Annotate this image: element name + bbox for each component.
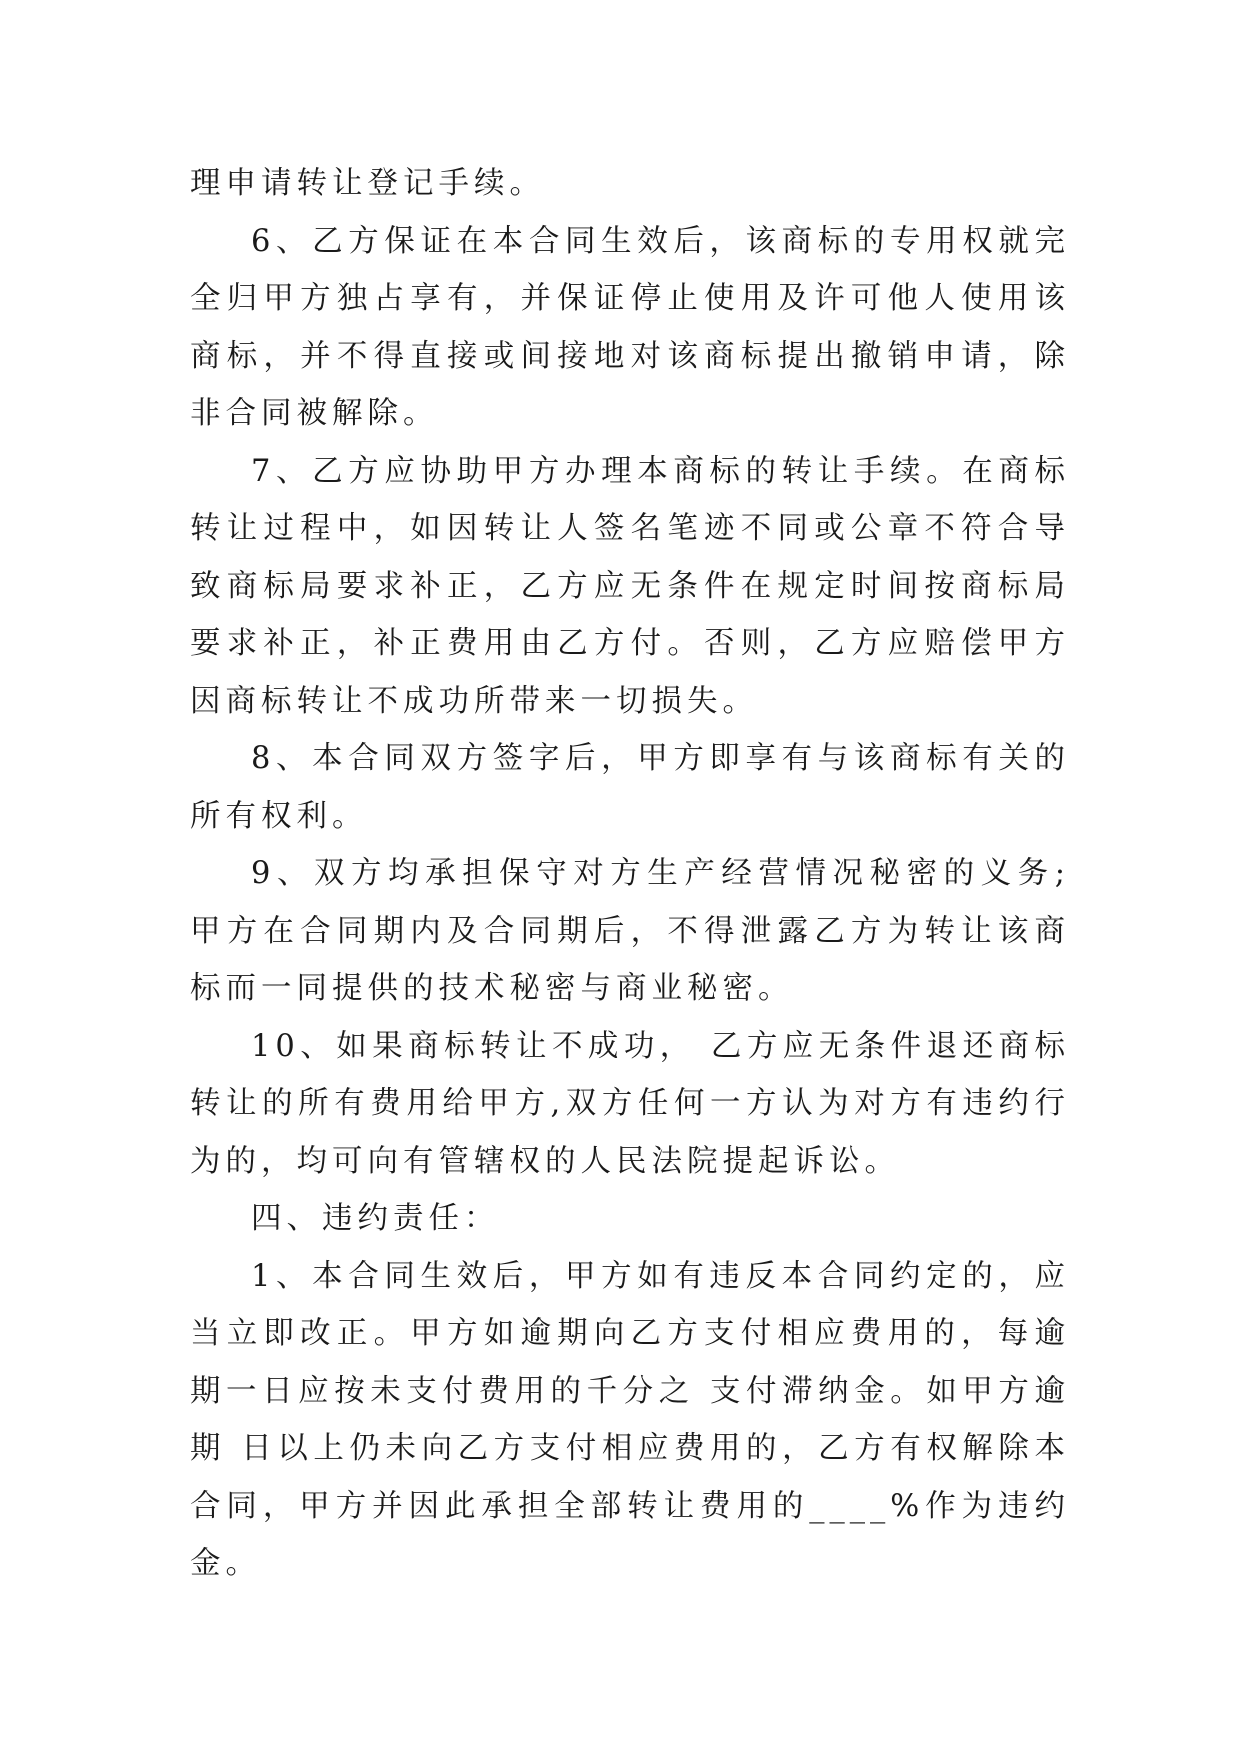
breach-clause-1: 1、本合同生效后，甲方如有违反本合同约定的，应当立即改正。甲方如逾期向乙方支付相应费用的，每逾期一日应按未支付费用的千分之 支付滞纳金。如甲方逾期 日以上仍未向乙方支付相应费用的，乙方有权解除本合同，甲方并因此承担全部转让费用的____%作为违约金。: [190, 1258, 1070, 1581]
clause-10: 10、如果商标转让不成功， 乙方应无条件退还商标转让的所有费用给甲方,双方任何一方认为对方有违约行为的，均可向有管辖权的人民法院提起诉讼。: [190, 1028, 1070, 1179]
section-heading-breach-liability: 四、违约责任：: [251, 1201, 500, 1236]
clause-7: 7、乙方应协助甲方办理本商标的转让手续。在商标转让过程中，如因转让人签名笔迹不同或公章不符合导致商标局要求补正，乙方应无条件在规定时间按商标局要求补正，补正费用由乙方付。否则，乙方应赔偿甲方因商标转让不成功所带来一切损失。: [190, 453, 1070, 719]
clause-6: 6、乙方保证在本合同生效后，该商标的专用权就完全归甲方独占享有，并保证停止使用及许可他人使用该商标，并不得直接或间接地对该商标提出撤销申请，除非合同被解除。: [190, 223, 1070, 431]
document-body: [190, 155, 1070, 1593]
clause-9: 9、双方均承担保守对方生产经营情况秘密的义务;甲方在合同期内及合同期后，不得泄露乙方为转让该商标而一同提供的技术秘密与商业秘密。: [190, 856, 1070, 1006]
paragraph-continuation: 理申请转让登记手续。: [190, 166, 545, 201]
clause-8: 8、本合同双方签字后，甲方即享有与该商标有关的所有权利。: [190, 741, 1070, 834]
